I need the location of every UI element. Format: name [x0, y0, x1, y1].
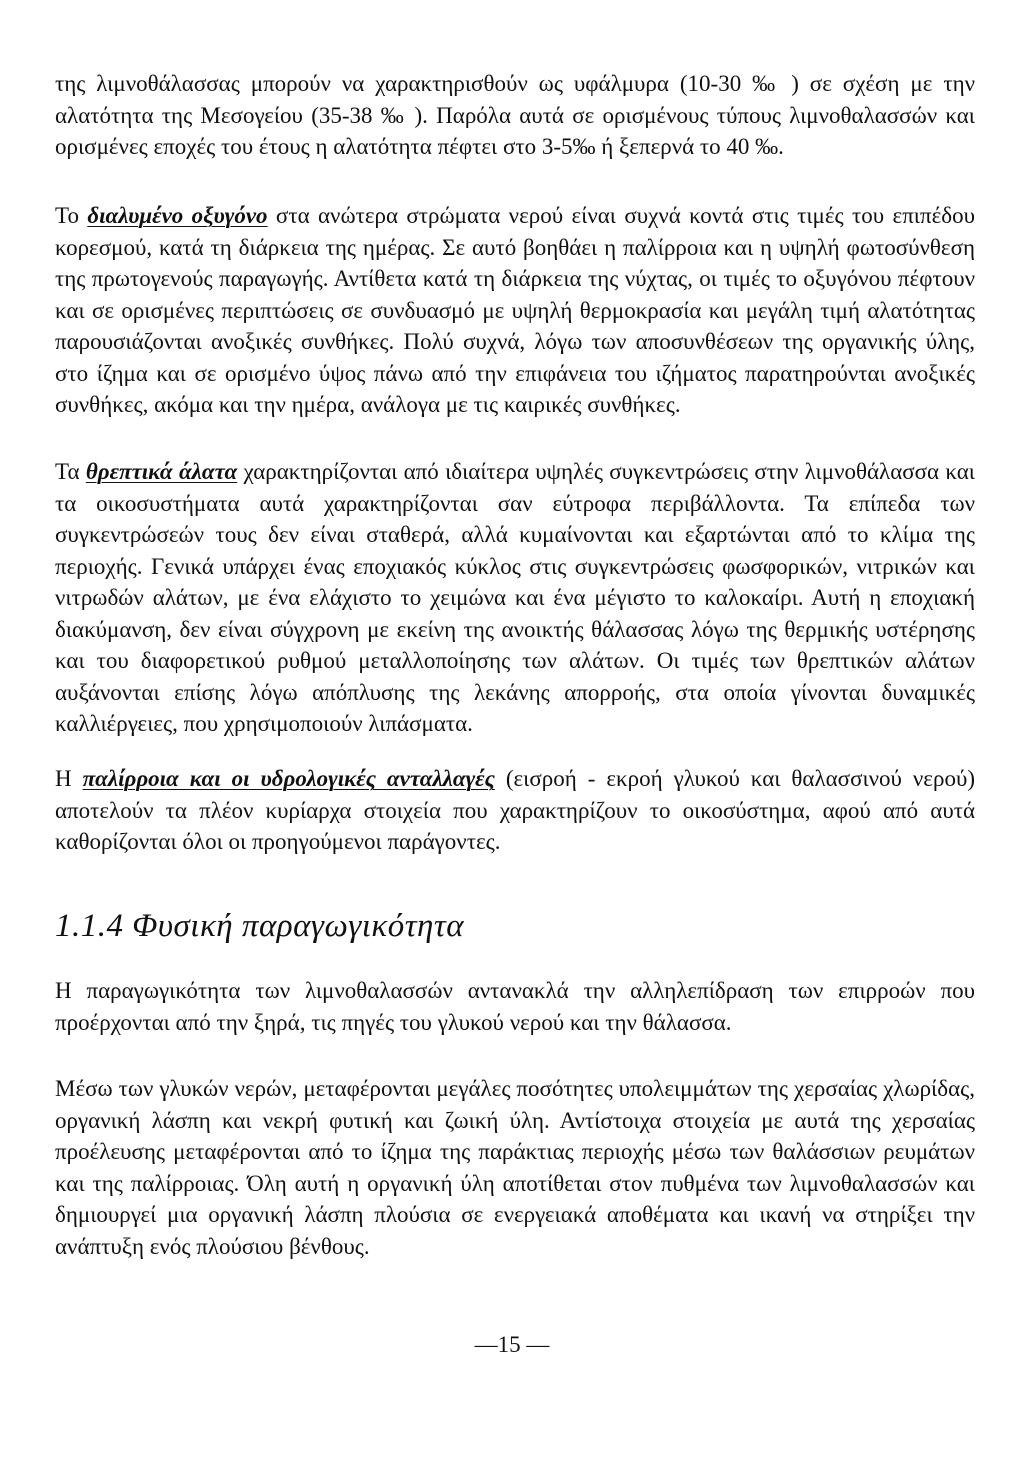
paragraph-body: (εισροή - εκροή γλυκού και θαλασσινού νερού) αποτελούν τα πλέον κυρίαρχα στοιχεία που χαρακτηρίζουν το οικοσύστημα, αφού από αυτά καθορίζονται όλοι οι προηγούμενοι παράγοντες.	[55, 766, 975, 854]
paragraph-dissolved-oxygen	[55, 200, 975, 421]
page-number: —15 —	[474, 1332, 550, 1357]
paragraph-salinity: της λιμνοθάλασσας μπορούν να χαρακτηρισθούν ως υφάλμυρα (10-30 ‰ ) σε σχέση με την αλατότητα της Μεσογείου (35-38 ‰ ). Παρόλα αυτά σε ορισμένους τύπους λιμνοθαλασσών και ορισμένες εποχές του έτους η αλατότητα πέφτει στο 3-5‰ ή ξεπερνά το 40 ‰.	[55, 71, 975, 159]
paragraph-lead: Το	[55, 203, 88, 228]
paragraph-body: στα ανώτερα στρώματα νερού είναι συχνά κοντά στις τιμές του επιπέδου κορεσμού, κατά τη διάρκεια της ημέρας. Σε αυτό βοηθάει η παλίρροια και η υψηλή φωτοσύνθεση της πρωτογενούς παραγωγής. Αντίθετα κατά τη διάρκεια της νύχτας, οι τιμές το οξυγόνου πέφτουν και σε ορισμένες περιπτώσεις σε συνδυασμό με υψηλή θερμοκρασία και μεγάλη τιμή αλατότητας παρουσιάζονται ανοξικές συνθήκες. Πολύ συχνά, λόγω των αποσυνθέσεων της οργανικής ύλης, στο ίζημα και σε ορισμένο ύψος πάνω από την επιφάνεια του ιζήματος παρατηρούνται ανοξικές συνθήκες, ακόμα και την ημέρα, ανάλογα με τις καιρικές συνθήκες.	[55, 203, 975, 417]
paragraph-tides	[55, 763, 975, 858]
paragraph-productivity: Η παραγωγικότητα των λιμνοθαλασσών αντανακλά την αλληλεπίδραση των επιρροών που προέρχονται από την ξηρά, τις πηγές του γλυκού νερού και την θάλασσα.	[55, 978, 975, 1035]
emphasis-term: διαλυμένο οξυγόνο	[87, 203, 268, 228]
paragraph-lead: Τα	[55, 459, 86, 484]
section-heading: 1.1.4 Φυσική παραγωγικότητα	[55, 908, 465, 944]
paragraph-organic-matter: Μέσω των γλυκών νερών, μεταφέρονται μεγάλες ποσότητες υπολειμμάτων της χερσαίας χλωρίδας, οργανική λάσπη και νεκρή φυτική και ζωική ύλη. Αντίστοιχα στοιχεία με αυτά της χερσαίας προέλευσης μεταφέρονται από το ίζημα της παράκτιας περιοχής μέσω των θαλάσσιων ρευμάτων και της παλίρροιας. Όλη αυτή η οργανική ύλη αποτίθεται στον πυθμένα των λιμνοθαλασσών και δημιουργεί μια οργανική λάσπη πλούσια σε ενεργειακά αποθέματα και ικανή να στηρίξει την ανάπτυξη ενός πλούσιου βένθους.	[55, 1076, 975, 1259]
paragraph-lead: Η	[55, 766, 83, 791]
paragraph-nutrients	[55, 456, 975, 740]
paragraph-body: χαρακτηρίζονται από ιδιαίτερα υψηλές συγκεντρώσεις στην λιμνοθάλασσα και τα οικοσυστήματα αυτά χαρακτηρίζονται σαν εύτροφα περιβάλλοντα. Τα επίπεδα των συγκεντρώσεών τους δεν είναι σταθερά, αλλά κυμαίνονται και εξαρτώνται από το κλίμα της περιοχής. Γενικά υπάρχει ένας εποχιακός κύκλος στις συγκεντρώσεις φωσφορικών, νιτρικών και νιτρωδών αλάτων, με ένα ελάχιστο το χειμώνα και ένα μέγιστο το καλοκαίρι. Αυτή η εποχιακή διακύμανση, δεν είναι σύγχρονη με εκείνη της ανοικτής θάλασσας λόγω της θερμικής υστέρησης και του διαφορετικού ρυθμού μεταλλοποίησης των αλάτων. Οι τιμές των θρεπτικών αλάτων αυξάνονται επίσης λόγω απόπλυσης της λεκάνης απορροής, στα οποία γίνονται δυναμικές καλλιέργειες, που χρησιμοποιούν λιπάσματα.	[55, 459, 975, 736]
emphasis-term: θρεπτικά άλατα	[85, 459, 238, 484]
emphasis-term: παλίρροια και οι υδρολογικές ανταλλαγές	[82, 766, 495, 791]
